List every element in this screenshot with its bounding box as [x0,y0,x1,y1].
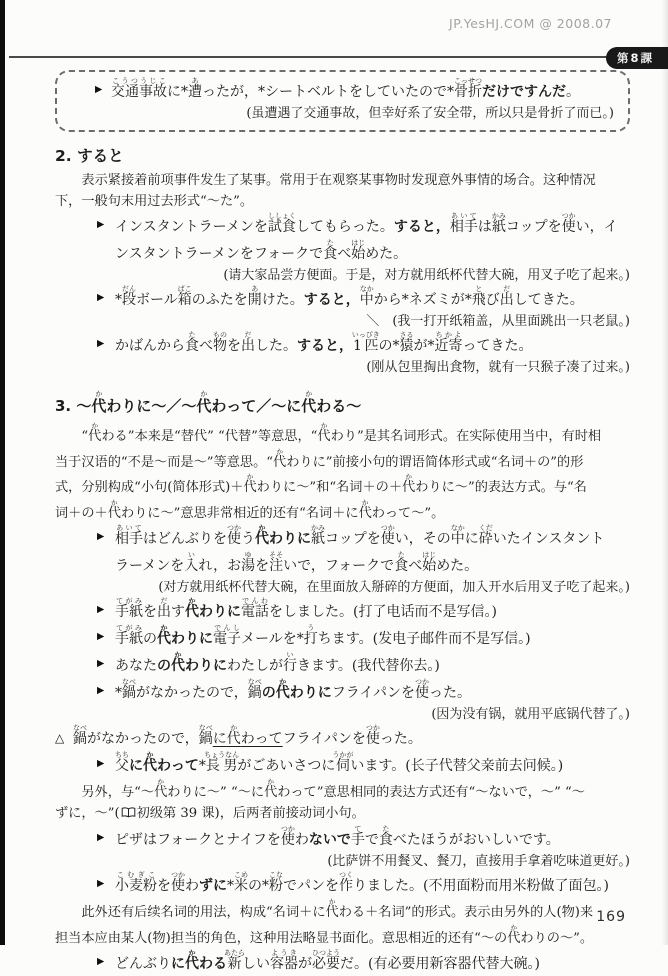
text-segment: フライパンを [282,731,366,747]
text-segment: “ [81,429,89,444]
ruby-text: 代か [301,390,317,415]
text-segment: わりに～”的表达方式。与“名 [415,480,587,495]
text-segment: (因为没有锅，就用平底锅代替了。) [431,707,630,722]
box-example-cn [71,104,614,123]
ruby-text: 代か [196,390,212,415]
section3-explain-2 [55,448,630,474]
ruby-text: 使つか [280,825,295,848]
text-segment: が [298,956,312,972]
text-segment: (比萨饼不用餐叉、餐刀，直接用手拿着吃味道更好。) [327,854,630,869]
example-jp [55,624,630,651]
ruby-text: 使つか [561,212,576,235]
ruby-text: 必要ひつよう [312,949,340,972]
section3-heading [55,390,630,419]
text-segment: わりに～”意思非常相近的还有“名词＋に [120,505,359,521]
text-segment: がなかったので， [136,685,248,701]
text-segment: メールを* [241,631,304,647]
text-segment: 表示紧接着前项事件发生了某事。常用于在观察某事物时发现意外事情的场合。这种情况 [81,173,596,188]
bullet-marker-icon: ▶ [95,84,103,95]
ruby-text: 代か [264,778,278,800]
text-segment: に* [167,84,188,100]
text-segment: 3. ～ [55,397,92,415]
text-segment: (对方就用纸杯代替大碗，在里面放入掰碎的方便面，加入开水后用叉子吃了起来。) [158,580,630,595]
text-segment: りました。(不用面粉而用米粉做了面包。) [353,878,609,894]
text-segment: に [464,531,479,547]
bullet-marker-icon: ▶ [97,658,105,669]
text-segment: (请大家品尝方便面。于是，对方就用纸杯代替大碗，用叉子吃了起来。) [223,268,630,283]
text-segment: 。 [566,84,580,100]
text-segment: で [364,832,379,848]
ruby-text: 箱ばこ [177,285,192,308]
triangle-marker: △ [55,731,65,745]
ruby-text: 代か [243,473,257,495]
example-jp [55,751,630,778]
text-segment: 2. すると [55,147,124,165]
text-segment: を [143,604,157,620]
ruby-text: 中なか [450,524,465,547]
watermark: JP.YesHJ.COM @ 2008.07 [449,16,612,31]
ruby-text: 紙かみ [491,212,506,235]
bullet-marker-icon: ▶ [97,604,105,615]
section3-explain-3 [55,473,630,499]
text-segment: わる＋名词”的形式。表示由另外的人(物)来 [338,905,594,920]
text-segment: 下，一般句末用过去形式“～た”。 [55,193,254,209]
box-example-jp [71,77,614,104]
ruby-text: 代か [325,898,339,920]
text-segment: 初级第 39 课)，后两者前接动词小句。 [136,805,365,821]
ruby-text: 伺うかが [332,751,354,774]
bullet-marker-icon: ▶ [97,685,105,696]
ruby-text: 相手あいて [449,212,478,235]
ruby-text: 代か [157,624,171,647]
ruby-text: 父ちち [115,751,129,774]
text-segment: わりに”前接小句的谓语简体形式或“名词＋の”的形 [286,454,584,470]
text-segment: わって／～に [211,397,302,415]
text-segment: フライパンを [331,685,416,701]
text-segment: ＼ [366,314,393,329]
text-segment: 式，分别构成“小句(简体形式)＋ [55,480,244,495]
text-segment: わって”意思相同的表达方式还有“～ないで，～” “～ [277,785,585,800]
example-jp-cont [55,551,630,578]
content [55,144,630,976]
text-segment: いで，フォークで [283,558,395,574]
text-segment: に [212,731,227,747]
example-jp [55,825,630,852]
text-segment: 词＋の＋ [55,505,108,521]
section2-explain-1 [55,171,630,192]
text-segment: わり”是其名词形式。在实际使用当中，有时相 [330,429,602,444]
ruby-text: 食た [323,239,338,262]
section3-explain-1 [55,422,630,448]
note-para-2 [55,804,630,826]
ruby-text: 代か [358,498,372,521]
header-rule [9,56,628,58]
text-segment: を [227,338,241,354]
text-segment: すると， [303,292,360,308]
bullet-marker-icon: ▶ [97,832,105,843]
bullet-marker-icon: ▶ [97,292,105,303]
example-jp [55,524,630,551]
ruby-text: 始はじ [422,551,437,574]
text-segment: ずに，～”( [55,805,120,821]
text-segment: した。 [255,338,297,354]
ruby-text: 作つく [339,871,353,894]
ruby-text: 交通事故こうつうじこ [111,77,167,100]
ruby-text: 代か [255,524,269,547]
text-segment: (我一打开纸箱盖，从里面跳出一只老鼠。) [392,314,630,329]
text-segment: わたしが [227,658,283,674]
text-segment: インスタントラーメンを [115,219,268,235]
example-box [55,70,630,132]
example-jp [55,678,630,705]
ruby-text: 近寄ちかよ [434,331,463,354]
ruby-text: 入い [184,551,199,574]
text-segment: の [143,631,157,647]
text-segment: わりに～／～ [106,397,197,415]
ruby-text: 容器ようき [270,949,298,972]
text-segment: しい [242,956,270,972]
text-segment: めた。 [365,246,408,262]
text-segment: わって～”。 [371,505,445,521]
example-jp [55,331,630,358]
ruby-text: 飛と [471,285,486,308]
example-cn [55,312,630,331]
ruby-text: 湯ゆ [241,551,256,574]
section2-explain-2 [55,192,630,213]
text-segment: * [198,758,206,774]
example-cn [55,705,630,724]
ruby-text: 相手あいて [115,524,143,547]
text-segment: い，その [394,531,451,547]
ruby-text: 小麦粉こむぎこ [115,871,157,894]
text-segment: に [129,758,143,774]
ruby-text: 鍋なべ [73,724,87,747]
ruby-text: 骨折こっせつ [454,77,482,100]
text-segment: わりに [289,685,332,701]
ruby-text: 代か [185,597,199,620]
text-segment: わ [294,832,309,848]
text-segment: の [157,658,171,674]
example-jp [55,597,630,624]
text-segment: ったが，*シートベルトをしていたので* [202,84,454,100]
example-cn [55,266,630,285]
text-segment: きます。(我代替你去。) [297,658,440,674]
text-segment: わりに～”和“名词＋の＋ [256,480,403,495]
lesson-badge: 第8課 [606,47,668,69]
ruby-text: 米こめ [234,871,248,894]
bullet-marker-icon: ▶ [97,956,105,967]
page-number: 169 [596,909,626,925]
text-segment: べ [199,338,213,354]
text-segment: してきた。 [513,292,584,308]
text-segment: がなかったので， [87,731,199,747]
text-segment: コップを [505,219,562,235]
text-segment: ラーメンを [115,558,185,574]
note-para-1 [55,778,630,804]
text-segment: に [171,956,185,972]
ruby-text: 出だ [157,597,171,620]
ruby-text: 代か [143,751,157,774]
text-segment: 担当本应由某人(物)担当的角色，这种用法略显书面化。意思相近的还有“～の [55,930,508,946]
bullet-marker-icon: ▶ [97,219,105,230]
text-segment: います。(长子代替父亲前去问候。) [350,758,564,774]
ruby-text: 長男ちょうなん [204,751,240,774]
text-segment: どんぶり [115,956,171,972]
ruby-text: 鍋なべ [198,724,213,747]
example-cn [55,852,630,871]
ruby-text: 新あたら [224,949,245,972]
ruby-text: 手て [350,825,365,848]
text-segment: がごあいさつに [237,758,336,774]
bullet-marker-icon: ▶ [97,631,105,642]
text-segment: い，イ [575,219,618,235]
text-segment: コップを [325,531,381,547]
ruby-text: 代か [317,422,331,444]
text-segment: はどんぶりを [143,531,227,547]
text-segment: ンスタントラーメンをフォークで [115,246,324,262]
ruby-text: 中なか [359,285,374,308]
text-segment: った。 [429,685,472,701]
text-segment: わりに [171,631,213,647]
text-segment: けた。 [261,292,304,308]
ruby-text: 鍋なべ [122,678,136,701]
ruby-text: 打う [303,624,318,647]
example-jp [55,651,630,678]
ruby-text: 物もの [213,331,227,354]
text-segment: (虽遭遇了交通事故，但幸好系了安全带，所以只是骨折了而已。) [246,106,614,121]
ruby-text: 代か [185,949,199,972]
text-segment: わって [240,731,283,747]
ruby-text: 使つか [171,871,185,894]
text-segment: だけですんだ [482,84,566,100]
text-segment: でパンを [283,878,339,894]
example-jp-cont [55,239,630,266]
text-segment: う [241,531,255,547]
example-jp [55,949,630,976]
text-segment: ピザはフォークとナイフを [115,832,281,848]
text-segment: をしました。(打了电话而不是写信。) [269,604,497,620]
example-jp [55,871,630,898]
ruby-text: 代か [88,422,102,444]
text-segment: わりに [185,658,227,674]
ruby-text: 1匹いっぴき [351,331,380,354]
text-segment: の* [378,338,400,354]
ruby-text: 代か [275,678,290,701]
bullet-marker-icon: ▶ [97,338,105,349]
example-jp [55,285,630,312]
text-segment: わりの～”。 [520,930,594,946]
text-segment: わって [157,758,199,774]
ruby-text: 食た [185,331,199,354]
ruby-text: 猿さる [399,331,414,354]
example-box-lines [71,77,614,123]
text-segment: わる”本来是“替代” “代替”等意思，“ [101,429,318,444]
text-segment: わる [199,956,227,972]
ruby-text: 食た [394,551,409,574]
text-segment: の* [248,878,269,894]
section3-explain-4 [55,499,630,525]
ruby-text: 代か [154,778,168,800]
text-segment: を [255,558,270,574]
ruby-text: 始はじ [351,239,366,262]
ruby-text: 手紙てがみ [115,597,143,620]
closing-para-1 [55,898,630,924]
text-segment: わる～ [316,397,362,415]
ruby-text: 代か [402,473,416,495]
text-segment: べ [408,558,423,574]
example-cn [55,358,630,377]
ruby-text: 鍋なべ [247,678,262,701]
text-segment: * [227,878,234,894]
ruby-text: 開あ [247,285,262,308]
ruby-text: 代か [91,390,107,415]
text-segment: 当于汉语的“不是～而是～”等意思。“ [55,454,274,470]
text-segment: 另外，与“～ [81,785,155,800]
text-segment: かばんから [115,338,185,354]
text-segment: わりに [199,604,241,620]
text-segment: わりに～” “～に [167,785,265,800]
ruby-text: 食た [378,825,393,848]
ruby-text: 代か [273,447,287,470]
text-segment: ずに [199,878,227,894]
ruby-text: 代か [171,651,185,674]
text-segment: を [157,878,171,894]
text-segment: あなた [115,658,157,674]
ruby-text: 電子でんし [213,624,241,647]
variant-jp [55,724,630,751]
ruby-text: 段だん [122,285,136,308]
text-segment: (刚从包里掏出食物，就有一只猴子凑了过来。) [366,360,630,375]
text-segment: * [115,292,122,308]
text-segment: び [485,292,500,308]
text-segment: わりに [269,531,311,547]
ruby-text: 砕くだ [478,524,493,547]
text-segment: いたインスタント [492,531,605,547]
text-segment: ちます。(发电子邮件而不是写信。) [317,631,531,647]
ruby-text: 手紙てがみ [115,624,143,647]
page-spine-edge [0,0,5,945]
text-segment: べ [337,246,352,262]
text-segment: が* [413,338,435,354]
ruby-text: 代か [226,724,241,747]
text-segment: れ，お [198,558,242,574]
text-segment: は [477,219,492,235]
text-segment: * [115,685,122,701]
ruby-text: 使つか [365,724,380,747]
text-segment: めた。 [436,558,479,574]
text-segment: った。 [379,731,422,747]
text-segment: す [171,604,185,620]
example-cn [55,578,630,597]
bullet-marker-icon: ▶ [97,878,105,889]
ruby-text: 紙かみ [311,524,325,547]
ruby-text: 出だ [499,285,514,308]
text-segment: ボール [136,292,178,308]
ruby-text: 代か [507,923,521,946]
ruby-text: 使つか [227,524,241,547]
example-jp [55,212,630,239]
ruby-text: 試食ししょく [267,212,296,235]
page-edge-shadow [661,0,668,945]
bullet-marker-icon: ▶ [97,531,105,542]
text-segment: の [261,685,276,701]
ruby-text: 代か [107,498,121,521]
section2-heading [55,144,630,166]
text-segment: わ [185,878,199,894]
bullet-marker-icon: ▶ [97,758,105,769]
text-segment: のふたを [191,292,248,308]
ruby-text: 遭あ [188,77,202,100]
ruby-text: 行い [283,651,297,674]
text-segment: 此外还有后续名词的用法，构成“名词＋に [81,905,326,920]
text-segment: すると， [393,219,450,235]
ruby-text: 注そそ [269,551,284,574]
ruby-text: 使つか [380,524,395,547]
text-segment: ないで [308,832,351,848]
text-segment: してもらった。 [295,219,394,235]
book-icon [121,805,136,826]
text-segment: べたほうがおいしいです。 [392,832,560,848]
page-content [55,68,630,976]
ruby-text: 電話でんわ [241,597,269,620]
closing-para-2 [55,924,630,950]
ruby-text: 粉こな [269,871,283,894]
text-segment: から*ネズミが* [373,292,472,308]
text-segment: すると， [297,338,353,354]
ruby-text: 出だ [241,331,255,354]
ruby-text: 使つか [415,678,430,701]
text-segment: だ。(有必要用新容器代替大碗。) [340,956,540,972]
text-segment: ってきた。 [462,338,533,354]
